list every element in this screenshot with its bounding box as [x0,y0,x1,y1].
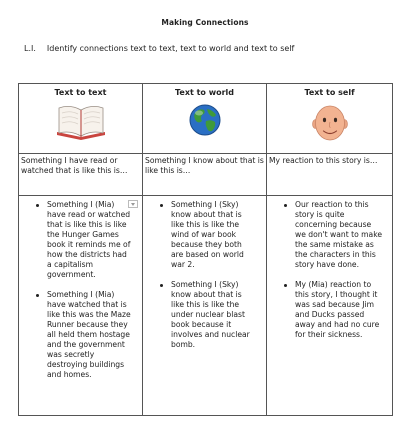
header-text-to-world [143,84,267,154]
face-icon [311,102,349,148]
header-label: Text to world [175,88,234,97]
bullet-list [267,200,392,340]
prompt-text-to-world: Something I know about that is like this is… [143,154,267,196]
list-item: My (Mia) reaction to this story, I thought it was sad because Jim and Ducks passed away and had no cure for their sickness. [267,280,392,340]
globe-icon [187,102,223,142]
responses-row [19,196,393,416]
learning-intention-tag: L.I. [24,44,36,53]
document-title: Making Connections [161,18,249,27]
connections-table [18,83,393,416]
prompt-row [19,154,393,196]
header-row [19,84,393,154]
header-text-to-self [267,84,393,154]
prompt-text-to-self: My reaction to this story is… [267,154,393,196]
learning-intention [24,44,294,53]
responses-text-to-text[interactable] [19,196,143,416]
responses-text-to-world[interactable] [143,196,267,416]
open-book-icon [53,102,109,146]
header-text-to-text [19,84,143,154]
responses-text-to-self[interactable] [267,196,393,416]
list-item: Something I (Mia) have read or watched that is like this is like the Hunger Games book it reminds me of how the districts had a capitalism government. [19,200,142,280]
header-label: Text to self [304,88,355,97]
list-item: Our reaction to this story is quite concerning because we don't want to make the same mistake as the characters in this story have done. [267,200,392,270]
prompt-text-to-text: Something I have read or watched that is like this is… [19,154,143,196]
bullet-list [19,200,142,380]
list-item: Something I (Sky) know about that is like this is like the wind of war book because they both are based on world war 2. [143,200,266,270]
bullet-list [143,200,266,350]
header-label: Text to text [54,88,107,97]
list-item: Something I (Mia) have watched that is like this was the Maze Runner because they all held them hostage and the government was secretly destroying buildings and homes. [19,290,142,380]
list-item: Something I (Sky) know about that is like this is like the under nuclear blast book because it involves and nuclear bomb. [143,280,266,350]
learning-intention-text: Identify connections text to text, text to world and text to self [46,44,295,53]
